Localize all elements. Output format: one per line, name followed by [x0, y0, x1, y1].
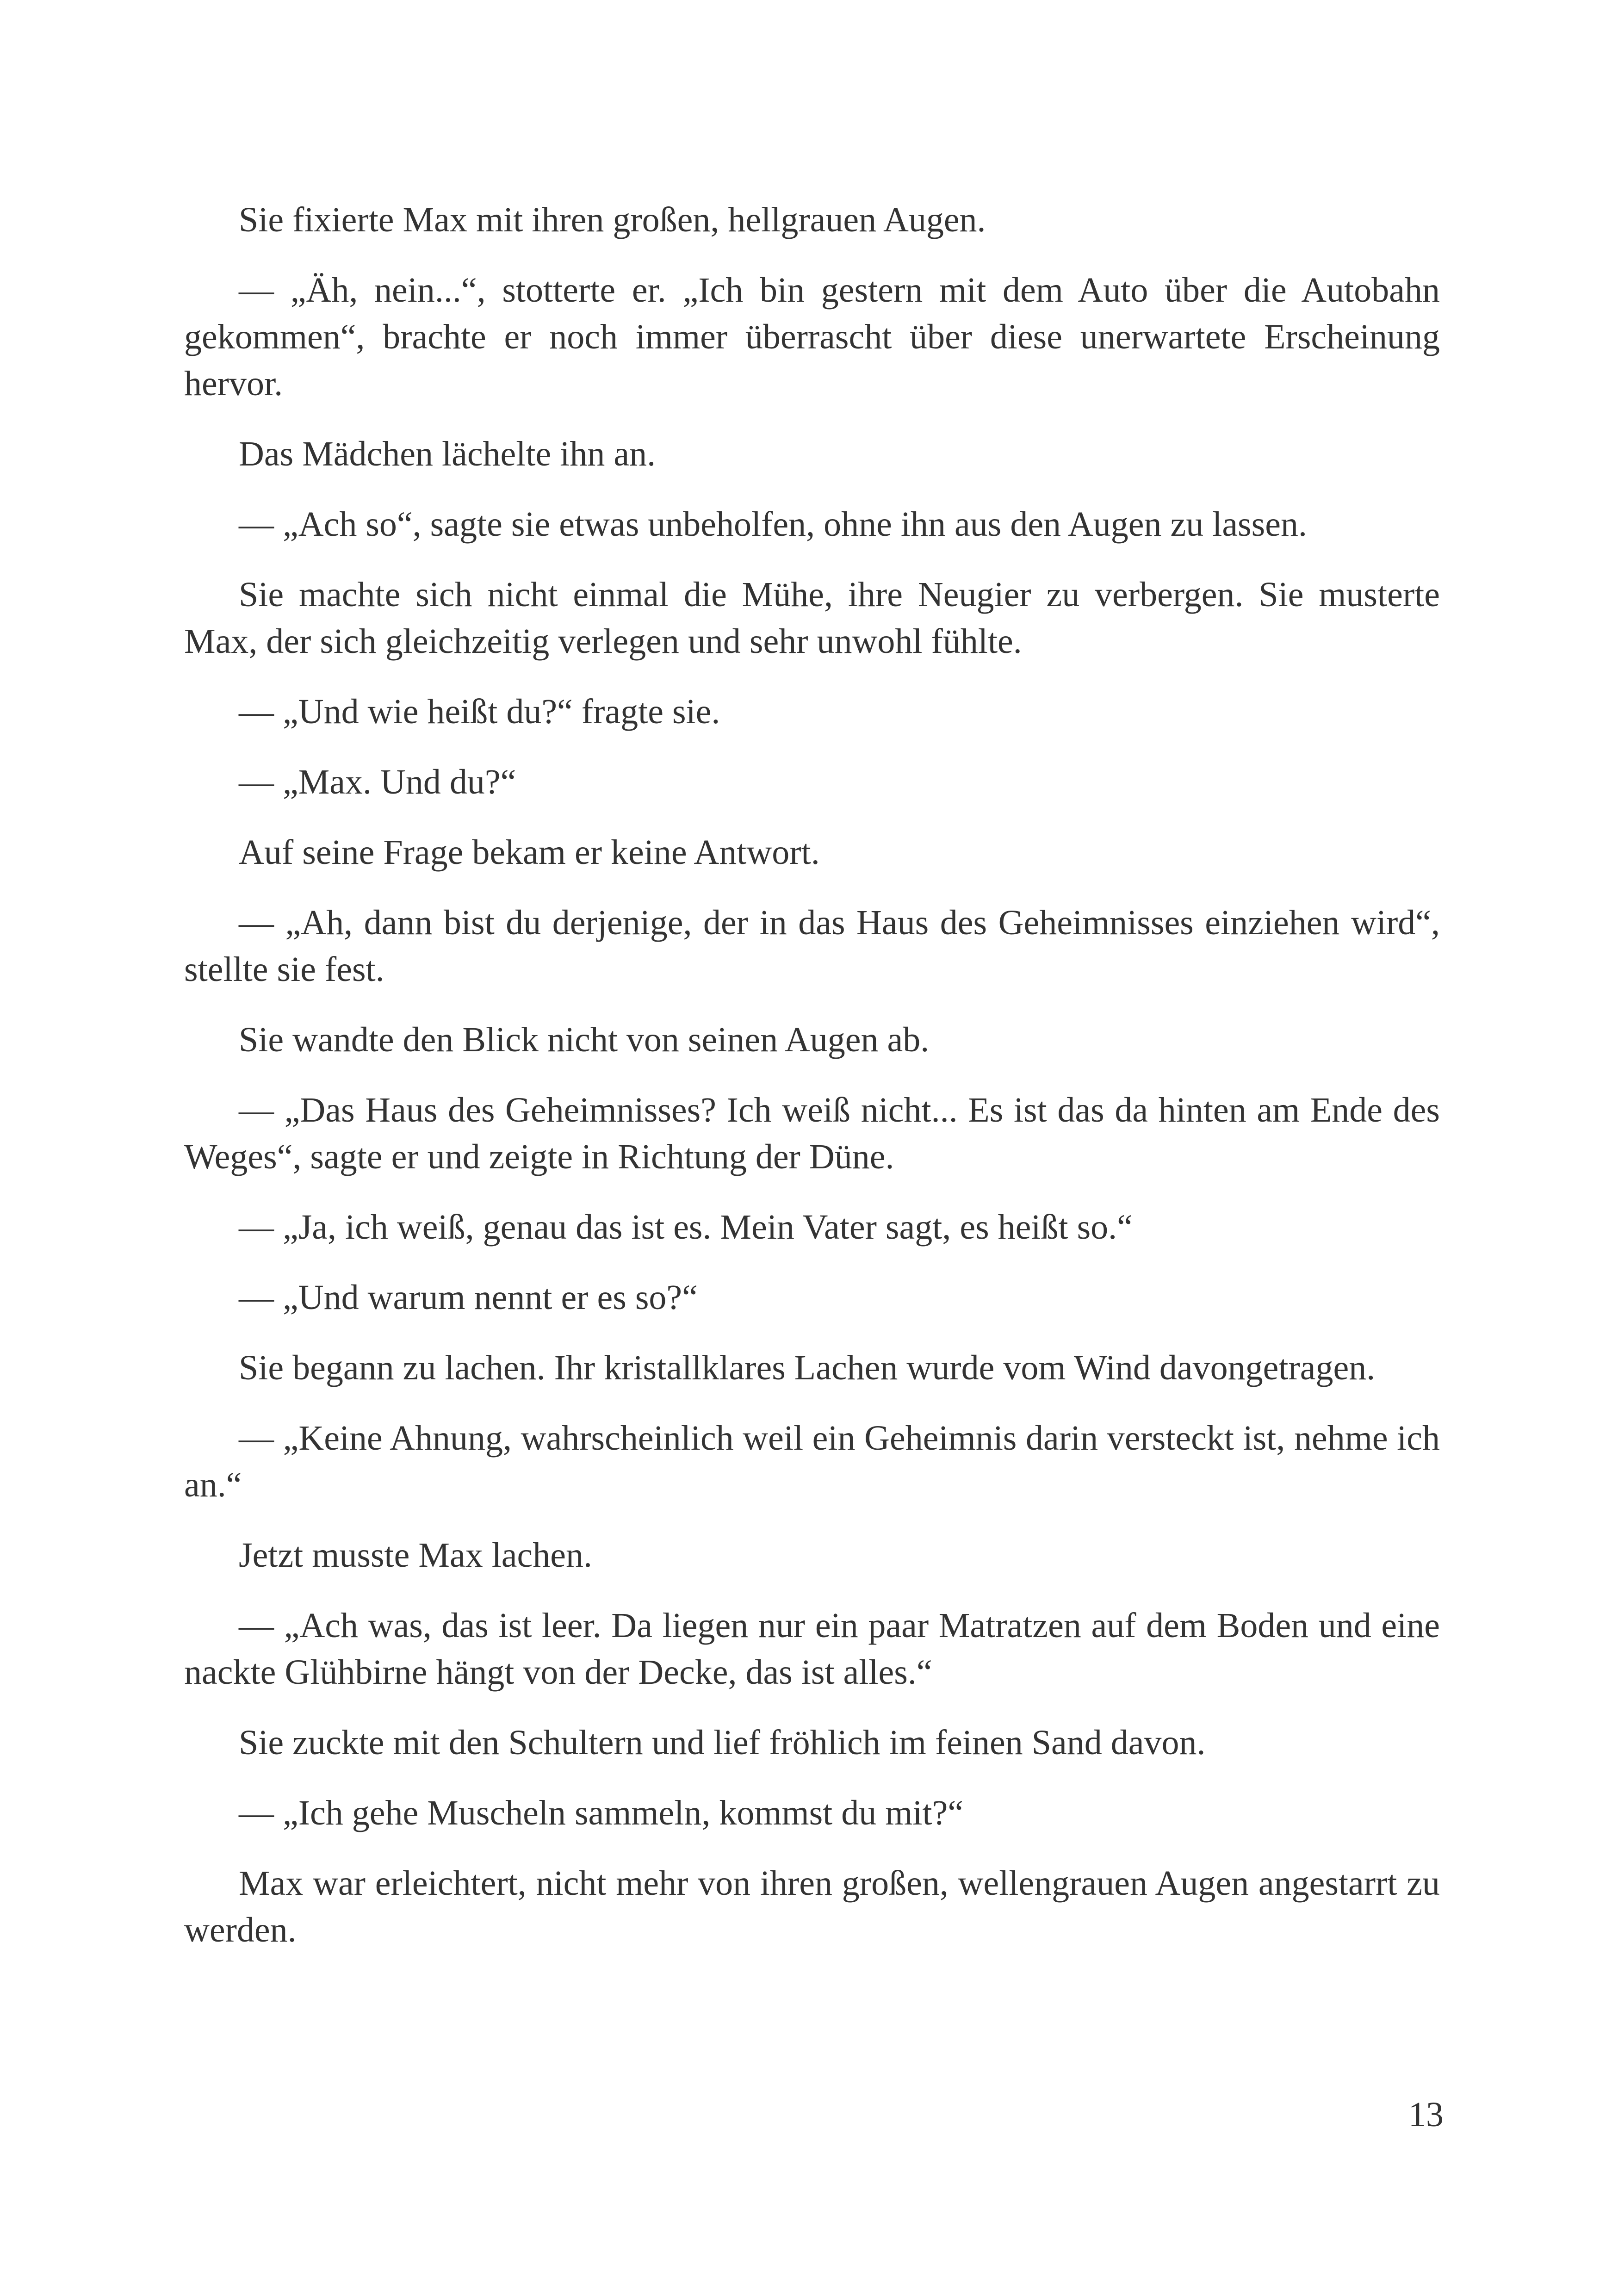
paragraph: — „Äh, nein...“, stotterte er. „Ich bin gestern mit dem Auto über die Autobahn gekommen“, brachte er noch immer überrascht über diese unerwartete Erscheinung hervor.	[184, 271, 1440, 403]
paragraph: Das Mädchen lächelte ihn an.	[239, 434, 656, 473]
paragraph: — „Ah, dann bist du derjenige, der in das Haus des Geheimnisses einziehen wird“, stellte sie fest.	[184, 903, 1440, 989]
paragraph: Sie begann zu lachen. Ihr kristallklares Lachen wurde vom Wind davongetragen.	[239, 1348, 1376, 1387]
paragraph: Max war erleichtert, nicht mehr von ihren großen, wellengrauen Augen angestarrt zu werden.	[184, 1864, 1440, 1949]
paragraph: — „Keine Ahnung, wahrscheinlich weil ein Geheimnis darin versteckt ist, nehme ich an.“	[184, 1419, 1440, 1504]
paragraph: — „Ja, ich weiß, genau das ist es. Mein Vater sagt, es heißt so.“	[239, 1208, 1133, 1247]
paragraph: — „Ach was, das ist leer. Da liegen nur ein paar Matratzen auf dem Boden und eine nackte Glühbirne hängt von der Decke, das ist alles.“	[184, 1606, 1440, 1692]
paragraph: — „Und warum nennt er es so?“	[239, 1278, 698, 1317]
paragraph: Sie wandte den Blick nicht von seinen Augen ab.	[239, 1020, 930, 1059]
paragraph: Sie machte sich nicht einmal die Mühe, ihre Neugier zu verbergen. Sie musterte Max, der sich gleichzeitig verlegen und sehr unwohl fühlte.	[184, 575, 1440, 661]
paragraph: Jetzt musste Max lachen.	[239, 1536, 593, 1575]
page-number: 13	[1408, 2095, 1444, 2134]
paragraph: — „Max. Und du?“	[239, 763, 516, 801]
paragraph: Sie fixierte Max mit ihren großen, hellgrauen Augen.	[239, 200, 986, 239]
paragraph: — „Ach so“, sagte sie etwas unbeholfen, ohne ihn aus den Augen zu lassen.	[239, 505, 1307, 544]
paragraph: — „Und wie heißt du?“ fragte sie.	[239, 692, 720, 731]
body-text	[184, 197, 1440, 1977]
paragraph: Auf seine Frage bekam er keine Antwort.	[239, 833, 820, 872]
paragraph: — „Das Haus des Geheimnisses? Ich weiß nicht... Es ist das da hinten am Ende des Weges“, sagte er und zeigte in Richtung der Düne.	[184, 1091, 1440, 1176]
paragraph: Sie zuckte mit den Schultern und lief fröhlich im feinen Sand davon.	[239, 1723, 1206, 1762]
paragraph: — „Ich gehe Muscheln sammeln, kommst du mit?“	[239, 1793, 964, 1832]
